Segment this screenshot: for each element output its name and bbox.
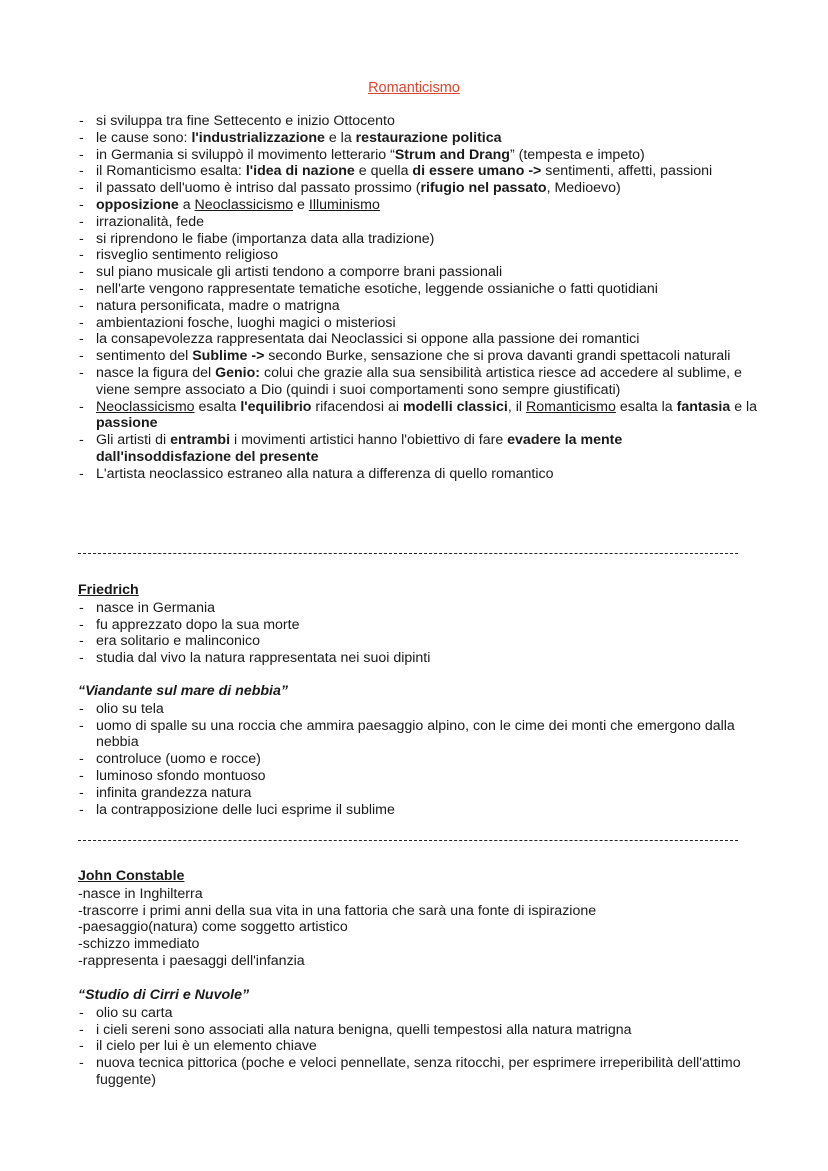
romanticismo-section bbox=[78, 113, 758, 483]
list-item: - nuova tecnica pittorica (poche e veloci pennellate, senza ritocchi, per esprimere irreperibilità dell'attimo fuggente) bbox=[78, 1055, 758, 1089]
viandante-section bbox=[78, 683, 758, 818]
list-item: - risveglio sentimento religioso bbox=[78, 247, 758, 264]
constable-list bbox=[78, 886, 758, 970]
list-item: - il Romanticismo esalta: l'idea di nazione e quella di essere umano -> sentimenti, affetti, passioni bbox=[78, 163, 758, 180]
list-item: - il passato dell'uomo è intriso dal passato prossimo (rifugio nel passato, Medioevo) bbox=[78, 180, 758, 197]
list-item: - L'artista neoclassico estraneo alla natura a differenza di quello romantico bbox=[78, 466, 758, 483]
list-item: - ambientazioni fosche, luoghi magici o misteriosi bbox=[78, 315, 758, 332]
list-item: -rappresenta i paesaggi dell'infanzia bbox=[78, 952, 305, 969]
section-heading: “Studio di Cirri e Nuvole” bbox=[78, 987, 250, 1003]
dashed-divider bbox=[78, 840, 738, 841]
list-item: -paesaggio(natura) come soggetto artistico bbox=[78, 919, 348, 936]
list-item: - nasce la figura del Genio: colui che grazie alla sua sensibilità artistica riesce ad accedere al sublime, e viene sempre associato a Dio (quindi i suoi comportamenti sono sempre giustificati) bbox=[78, 365, 758, 399]
list-item: - Gli artisti di entrambi i movimenti artistici hanno l'obiettivo di fare evadere la mente dall'insoddisfazione del presente bbox=[78, 432, 758, 466]
list-item: - era solitario e malinconico bbox=[78, 633, 758, 650]
list-item: - fu apprezzato dopo la sua morte bbox=[78, 617, 758, 634]
list-item: - si sviluppa tra fine Settecento e inizio Ottocento bbox=[78, 113, 758, 130]
list-item: - olio su carta bbox=[78, 1005, 758, 1022]
viandante-list bbox=[78, 701, 758, 819]
list-item: - luminoso sfondo montuoso bbox=[78, 768, 758, 785]
cirri-section bbox=[78, 987, 758, 1089]
list-item: - in Germania si sviluppò il movimento letterario “Strum and Drang” (tempesta e impeto) bbox=[78, 147, 758, 164]
list-item: - infinita grandezza natura bbox=[78, 785, 758, 802]
list-item: - studia dal vivo la natura rappresentata nei suoi dipinti bbox=[78, 650, 758, 667]
list-item: - la consapevolezza rappresentata dai Neoclassici si oppone alla passione dei romantici bbox=[78, 331, 758, 348]
list-item: - il cielo per lui è un elemento chiave bbox=[78, 1038, 758, 1055]
list-item: - nasce in Germania bbox=[78, 600, 758, 617]
list-item: - si riprendono le fiabe (importanza data alla tradizione) bbox=[78, 231, 758, 248]
list-item: - i cieli sereni sono associati alla natura benigna, quelli tempestosi alla natura matrigna bbox=[78, 1022, 758, 1039]
list-item: - uomo di spalle su una roccia che ammira paesaggio alpino, con le cime dei monti che emergono dalla nebbia bbox=[78, 718, 758, 752]
list-item: - natura personificata, madre o matrigna bbox=[78, 298, 758, 315]
section-heading: Friedrich bbox=[78, 582, 139, 598]
friedrich-list bbox=[78, 600, 758, 667]
list-item: - sentimento del Sublime -> secondo Burke, sensazione che si prova davanti grandi spettacoli naturali bbox=[78, 348, 758, 365]
list-item: - nell'arte vengono rappresentate tematiche esotiche, leggende ossianiche o fatti quotidiani bbox=[78, 281, 758, 298]
list-item: - sul piano musicale gli artisti tendono a comporre brani passionali bbox=[78, 264, 758, 281]
list-item: - la contrapposizione delle luci esprime il sublime bbox=[78, 802, 758, 819]
list-item: - opposizione a Neoclassicismo e Illuminismo bbox=[78, 197, 758, 214]
constable-section bbox=[78, 868, 758, 970]
list-item: - irrazionalità, fede bbox=[78, 214, 758, 231]
list-item: -nasce in Inghilterra bbox=[78, 885, 203, 902]
cirri-list bbox=[78, 1005, 758, 1089]
section-heading: “Viandante sul mare di nebbia” bbox=[78, 683, 288, 699]
page-title: Romanticismo bbox=[368, 80, 460, 96]
list-item: - le cause sono: l'industrializzazione e la restaurazione politica bbox=[78, 130, 758, 147]
list-item: - Neoclassicismo esalta l'equilibrio rifacendosi ai modelli classici, il Romanticismo esalta la fantasia e la passione bbox=[78, 399, 758, 433]
list-item: -schizzo immediato bbox=[78, 936, 200, 953]
list-item: -trascorre i primi anni della sua vita in una fattoria che sarà una fonte di ispirazione bbox=[78, 902, 597, 919]
list-item: - olio su tela bbox=[78, 701, 758, 718]
dashed-divider bbox=[78, 553, 738, 554]
section-heading: John Constable bbox=[78, 868, 185, 884]
list-item: - controluce (uomo e rocce) bbox=[78, 751, 758, 768]
friedrich-section bbox=[78, 582, 758, 667]
romanticismo-list bbox=[78, 113, 758, 483]
